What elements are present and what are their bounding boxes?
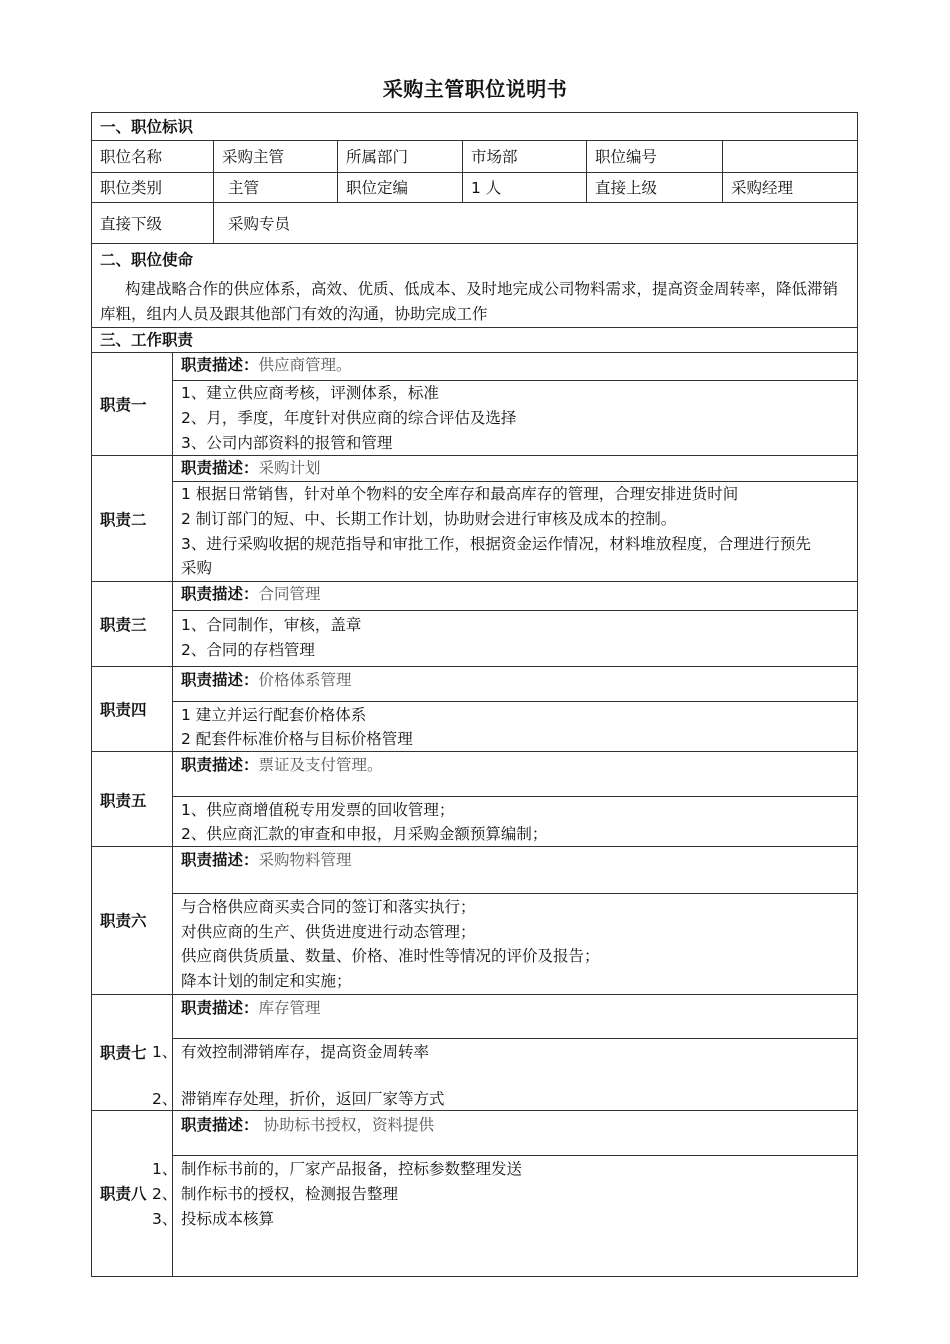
cell-label: 职位定编 bbox=[346, 179, 409, 197]
rule bbox=[92, 994, 857, 995]
duty-item: 1、建立供应商考核，评测体系，标准 bbox=[181, 384, 439, 402]
duty-item: 供应商供货质量、数量、价格、准时性等情况的评价及报告； bbox=[181, 947, 600, 965]
duty-item: 1、合同制作，审核，盖章 bbox=[181, 616, 362, 634]
duty-desc-label: 职责描述： bbox=[181, 756, 259, 774]
duty-item-number: 2、 bbox=[152, 1090, 178, 1108]
cell-label: 所属部门 bbox=[346, 148, 409, 166]
cell-value: 市场部 bbox=[471, 148, 518, 166]
cell-value: 1 人 bbox=[471, 179, 502, 197]
cell-value: 主管 bbox=[228, 179, 260, 197]
rule bbox=[172, 380, 857, 381]
rule bbox=[92, 172, 857, 173]
cell-value: 采购经理 bbox=[731, 179, 794, 197]
section-heading: 三、工作职责 bbox=[100, 331, 194, 349]
duty-desc: 采购计划 bbox=[258, 459, 321, 477]
rule bbox=[92, 140, 857, 141]
rule bbox=[172, 481, 857, 482]
duty-item: 有效控制滞销库存，提高资金周转率 bbox=[181, 1043, 430, 1061]
duty-desc-label: 职责描述： bbox=[181, 851, 259, 869]
duty-desc-label: 职责描述： bbox=[181, 585, 259, 603]
rule bbox=[213, 140, 214, 243]
rule bbox=[92, 352, 857, 353]
duty-item: 投标成本核算 bbox=[181, 1210, 275, 1228]
duty-desc: 票证及支付管理。 bbox=[258, 756, 383, 774]
duty-item: 降本计划的制定和实施； bbox=[181, 972, 352, 990]
duty-desc: 价格体系管理 bbox=[258, 671, 352, 689]
cell-value: 采购专员 bbox=[228, 215, 291, 233]
duty-desc-label: 职责描述： bbox=[181, 356, 259, 374]
duty-name: 职责七 bbox=[100, 1044, 147, 1062]
duty-item-number: 1、 bbox=[152, 1043, 178, 1061]
duty-item: 对供应商的生产、供货进度进行动态管理； bbox=[181, 923, 476, 941]
mission-text: 构建战略合作的供应体系，高效、优质、低成本、及时地完成公司物料需求，提高资金周转率，降低滞销库粗，组内人员及跟其他部门有效的沟通，协助完成工作 bbox=[100, 280, 839, 323]
duty-item: 制作标书的授权，检测报告整理 bbox=[181, 1185, 399, 1203]
cell-label: 职位名称 bbox=[100, 148, 163, 166]
duty-name: 职责二 bbox=[100, 511, 147, 529]
duty-item: 2、供应商汇款的审查和申报，月采购金额预算编制； bbox=[181, 825, 548, 843]
duty-name: 职责三 bbox=[100, 616, 147, 634]
duty-item: 2 制订部门的短、中、长期工作计划，协助财会进行审核及成本的控制。 bbox=[181, 510, 677, 528]
rule bbox=[172, 893, 857, 894]
duty-item: 3、公司内部资料的报管和管理 bbox=[181, 434, 393, 452]
rule bbox=[586, 140, 587, 202]
duty-item: 滞销库存处理，折价，返回厂家等方式 bbox=[181, 1090, 445, 1108]
rule bbox=[462, 140, 463, 202]
duty-name: 职责四 bbox=[100, 701, 147, 719]
duty-item: 3、进行采购收据的规范指导和审批工作，根据资金运作情况，材料堆放程度，合理进行预先 bbox=[181, 535, 811, 553]
duty-item: 制作标书前的，厂家产品报备，控标参数整理发送 bbox=[181, 1160, 523, 1178]
rule bbox=[172, 701, 857, 702]
rule bbox=[92, 243, 857, 244]
rule bbox=[92, 327, 857, 328]
rule bbox=[92, 666, 857, 667]
duty-desc-label: 职责描述： bbox=[181, 1116, 259, 1134]
duty-item: 1 根据日常销售，针对单个物料的安全库存和最高库存的管理，合理安排进货时间 bbox=[181, 485, 739, 503]
cell-label: 职位编号 bbox=[595, 148, 658, 166]
duty-name: 职责一 bbox=[100, 396, 147, 414]
duty-desc-label: 职责描述： bbox=[181, 459, 259, 477]
section-heading: 一、职位标识 bbox=[100, 118, 194, 136]
duty-name: 职责五 bbox=[100, 792, 147, 810]
duty-desc: 采购物料管理 bbox=[258, 851, 352, 869]
rule bbox=[172, 610, 857, 611]
rule bbox=[92, 581, 857, 582]
duty-item-number: 2、 bbox=[152, 1185, 178, 1203]
rule bbox=[92, 202, 857, 203]
duty-item: 2、合同的存档管理 bbox=[181, 641, 315, 659]
duty-desc: 库存管理 bbox=[258, 999, 321, 1017]
duty-item: 1、供应商增值税专用发票的回收管理； bbox=[181, 801, 455, 819]
duty-desc: 供应商管理。 bbox=[258, 356, 352, 374]
duty-item: 2、月，季度，年度针对供应商的综合评估及选择 bbox=[181, 409, 517, 427]
rule bbox=[337, 140, 338, 202]
rule bbox=[92, 846, 857, 847]
duty-desc: 合同管理 bbox=[258, 585, 321, 603]
rule bbox=[172, 1155, 857, 1156]
rule bbox=[172, 796, 857, 797]
duty-desc-label: 职责描述： bbox=[181, 999, 259, 1017]
cell-value: 采购主管 bbox=[222, 148, 285, 166]
rule bbox=[172, 1038, 857, 1039]
duty-item-number: 3、 bbox=[152, 1210, 178, 1228]
duty-desc: 协助标书授权，资料提供 bbox=[258, 1116, 434, 1134]
job-description-table bbox=[91, 112, 858, 1277]
rule bbox=[92, 751, 857, 752]
duty-desc-label: 职责描述： bbox=[181, 671, 259, 689]
cell-label: 直接下级 bbox=[100, 215, 163, 233]
duty-name: 职责六 bbox=[100, 912, 147, 930]
section-heading: 二、职位使命 bbox=[100, 251, 194, 269]
duty-item: 采购 bbox=[181, 559, 213, 577]
duty-item: 与合格供应商买卖合同的签订和落实执行； bbox=[181, 898, 476, 916]
cell-label: 职位类别 bbox=[100, 179, 163, 197]
cell-label: 直接上级 bbox=[595, 179, 658, 197]
rule bbox=[92, 1110, 857, 1111]
rule bbox=[722, 140, 723, 202]
duty-item-number: 1、 bbox=[152, 1160, 178, 1178]
rule bbox=[92, 455, 857, 456]
page-title: 采购主管职位说明书 bbox=[382, 77, 568, 101]
duty-name: 职责八 bbox=[100, 1185, 147, 1203]
rule bbox=[172, 352, 173, 1276]
duty-item: 2 配套件标准价格与目标价格管理 bbox=[181, 730, 413, 748]
duty-item: 1 建立并运行配套价格体系 bbox=[181, 706, 367, 724]
